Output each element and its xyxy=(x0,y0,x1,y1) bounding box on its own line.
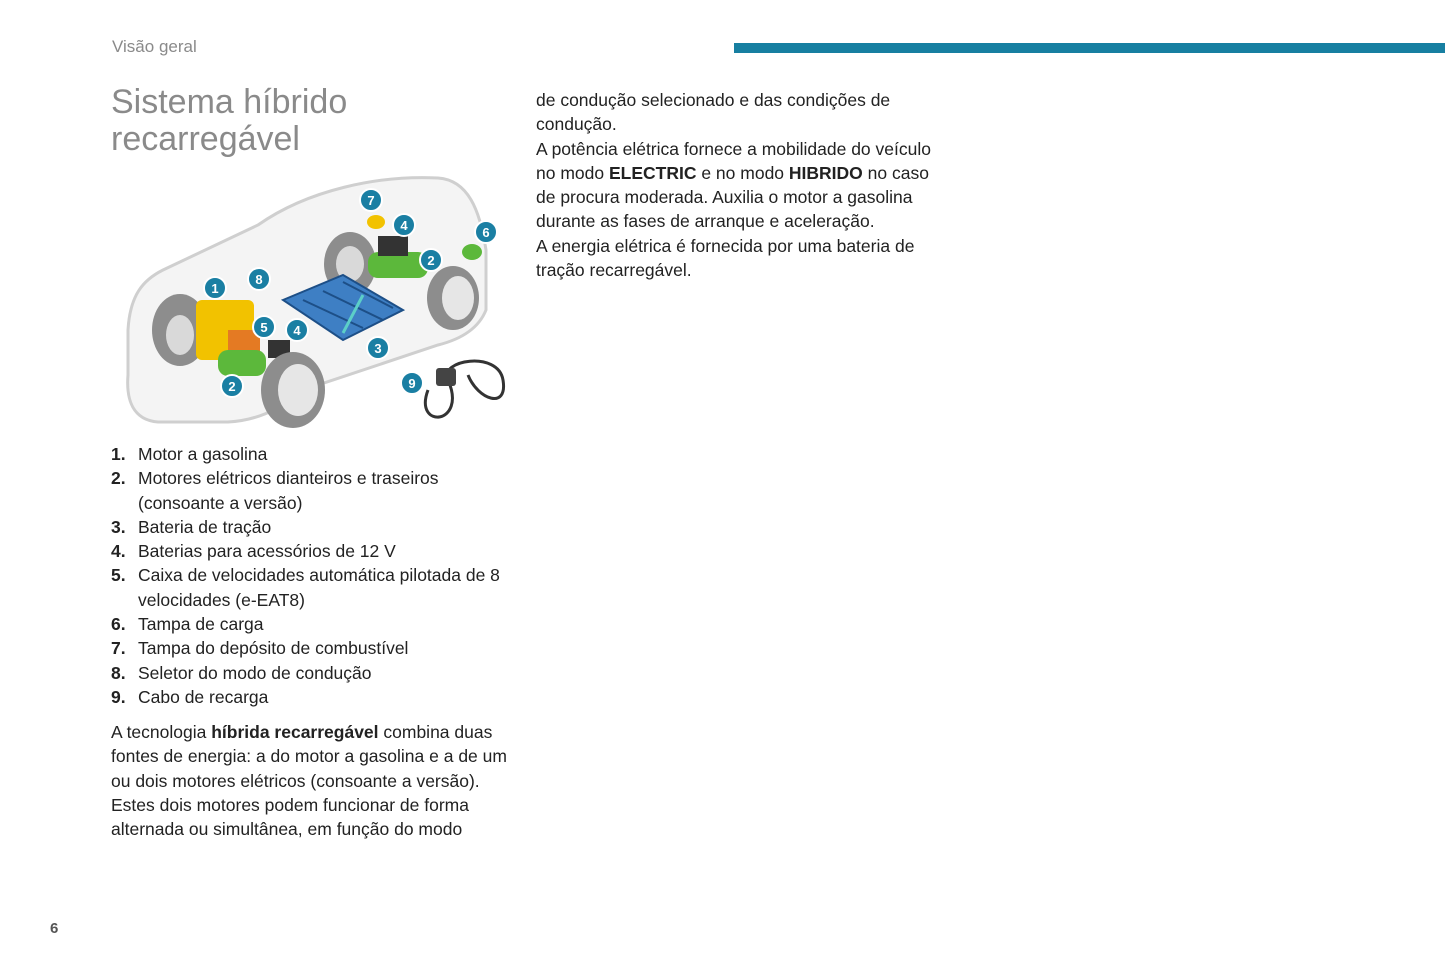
intro-text xyxy=(111,720,511,841)
list-item: 4. Baterias para acessórios de 12 V xyxy=(111,541,396,562)
list-item: 9. Cabo de recarga xyxy=(111,686,269,707)
callout-8 xyxy=(248,268,270,290)
hybrid-car-diagram xyxy=(118,170,510,440)
svg-text:2: 2 xyxy=(427,253,435,268)
callout-2-front xyxy=(221,375,243,397)
intro-paragraph-1: A tecnologia híbrida recarregável combina duas fontes de energia: a do motor a gasolina e a de um ou dois motores elétricos (consoante a versão). xyxy=(111,722,507,791)
callout-7 xyxy=(360,189,382,211)
list-item: 2. Motores elétricos dianteiros e traseiros (consoante a versão) xyxy=(111,468,439,513)
column-2-text xyxy=(536,88,936,282)
list-item: 5. Caixa de velocidades automática pilotada de 8 velocidades (e-EAT8) xyxy=(111,565,500,610)
list-item: 6. Tampa de carga xyxy=(111,614,264,635)
list-item: 8. Seletor do modo de condução xyxy=(111,662,372,683)
list-item: 7. Tampa do depósito de combustível xyxy=(111,638,409,659)
callout-4-rear xyxy=(393,214,415,236)
list-item: 1. Motor a gasolina xyxy=(111,444,268,464)
col2-paragraph-3: A energia elétrica é fornecida por uma bateria de tração recarregável. xyxy=(536,235,915,281)
page-title-line2: recarregável xyxy=(111,120,300,158)
page-number: 6 xyxy=(50,920,59,937)
charge-flap xyxy=(462,244,482,260)
intro-paragraph-2: Estes dois motores podem funcionar de forma alternada ou simultânea, em função do modo xyxy=(111,794,469,840)
rear-12v-battery xyxy=(378,236,408,256)
callout-4-front xyxy=(286,319,308,341)
fuel-flap xyxy=(367,215,385,229)
list-item: 3. Bateria de tração xyxy=(111,516,272,537)
svg-text:6: 6 xyxy=(482,225,490,240)
callout-1 xyxy=(204,277,226,299)
svg-text:1: 1 xyxy=(211,281,219,296)
callout-9 xyxy=(401,372,423,394)
col2-paragraph-2: A potência elétrica fornece a mobilidade do veículo no modo ELECTRIC e no modo HIBRIDO no caso de procura moderada. Auxilia o motor a gasolina durante as fases de arranque e aceleração. xyxy=(536,138,931,232)
callout-2-rear xyxy=(420,249,442,271)
parts-list xyxy=(111,442,511,709)
svg-text:4: 4 xyxy=(400,218,408,233)
callout-5 xyxy=(253,316,275,338)
header-accent-bar xyxy=(734,43,1445,53)
page-title xyxy=(111,84,491,158)
section-label: Visão geral xyxy=(112,37,197,56)
col2-paragraph-1: de condução selecionado e das condições de condução. xyxy=(536,90,891,135)
front-electric-motor xyxy=(218,350,266,376)
svg-text:3: 3 xyxy=(374,341,382,356)
callout-6 xyxy=(475,221,497,243)
svg-text:9: 9 xyxy=(408,376,416,391)
svg-text:8: 8 xyxy=(255,272,263,287)
callout-3 xyxy=(367,337,389,359)
svg-text:5: 5 xyxy=(260,320,268,335)
svg-text:4: 4 xyxy=(293,323,301,338)
svg-text:2: 2 xyxy=(228,379,236,394)
charging-cable xyxy=(425,361,503,417)
page-title-line1: Sistema híbrido xyxy=(111,83,348,121)
svg-text:7: 7 xyxy=(367,193,375,208)
